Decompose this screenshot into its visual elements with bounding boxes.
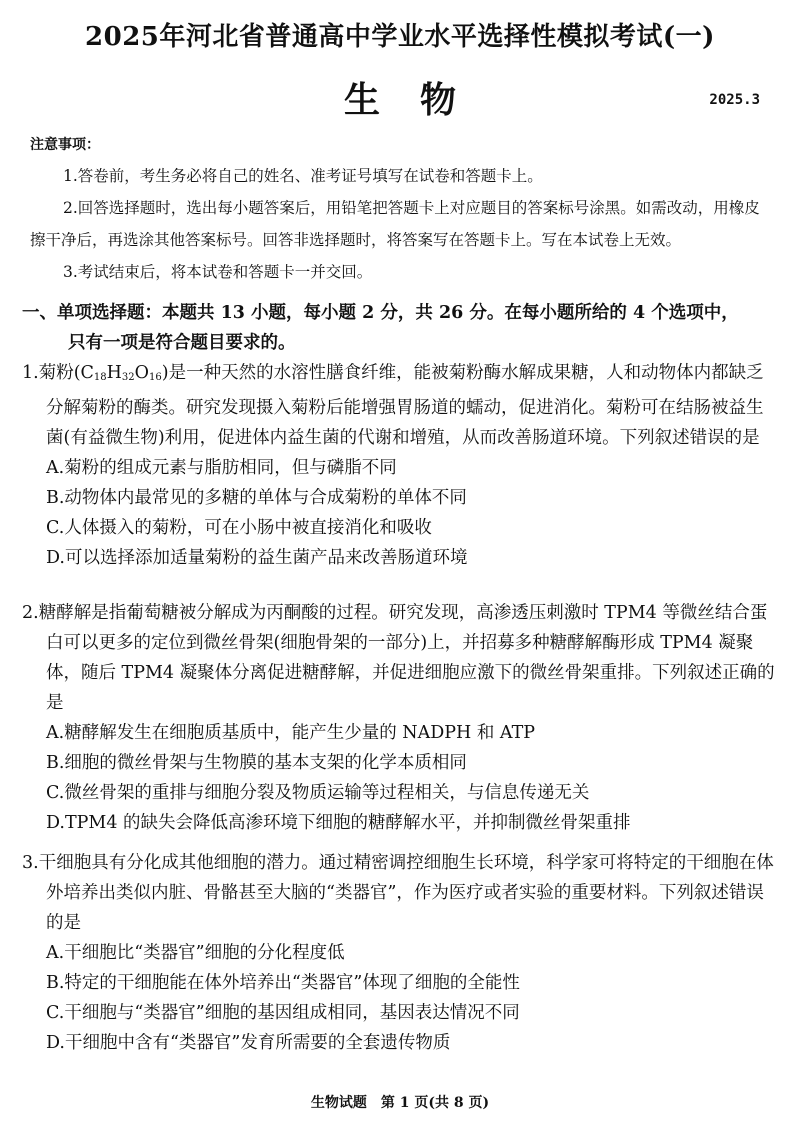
section-heading-line1: 一、单项选择题：本题共 13 小题，每小题 2 分，共 26 分。在每小题所给的 4 个选项中， — [22, 303, 739, 323]
subscript: 32 — [121, 372, 135, 383]
question-1-stem — [22, 358, 780, 453]
stem-part: O — [134, 363, 150, 383]
option-c: C.人体摄入的菊粉，可在小肠中被直接消化和吸收 — [46, 518, 432, 538]
option-a: A.糖酵解发生在细胞质基质中，能产生少量的 NADPH 和 ATP — [46, 723, 536, 743]
question-1 — [22, 358, 780, 573]
option-a: A.菊粉的组成元素与脂肪相同，但与磷脂不同 — [46, 458, 397, 478]
exam-date: 2025.3 — [709, 92, 760, 108]
option-c: C.微丝骨架的重排与细胞分裂及物质运输等过程相关，与信息传递无关 — [46, 783, 590, 803]
subscript: 16 — [149, 372, 162, 383]
question-2-stem: 2.糖酵解是指葡萄糖被分解成为丙酮酸的过程。研究发现，高渗透压刺激时 TPM4 等微丝结合蛋白可以更多的定位到微丝骨架(细胞骨架的一部分)上，并招募多种糖酵解酶形成 TPM4 凝聚体，随后 TPM4 凝聚体分离促进糖酵解，并促进细胞应激下的微丝骨架重排。下列叙述正确的是 — [22, 603, 775, 713]
question-3 — [22, 848, 780, 1058]
exam-title: 2025年河北省普通高中学业水平选择性模拟考试(一) — [85, 22, 715, 52]
page-footer: 生物试题 第 1 页(共 8 页) — [310, 1095, 490, 1111]
stem-part: 1.菊粉(C — [22, 363, 94, 383]
option-d: D.可以选择添加适量菊粉的益生菌产品来改善肠道环境 — [46, 548, 468, 568]
option-a: A.干细胞比“类器官”细胞的分化程度低 — [46, 943, 345, 963]
notice-item-3: 3.考试结束后，将本试卷和答题卡一并交回。 — [63, 263, 373, 281]
option-c: C.干细胞与“类器官”细胞的基因组成相同，基因表达情况不同 — [46, 1003, 520, 1023]
option-d: D.TPM4 的缺失会降低高渗环境下细胞的糖酵解水平，并抑制微丝骨架重排 — [46, 813, 631, 833]
option-d: D.干细胞中含有“类器官”发育所需要的全套遗传物质 — [46, 1033, 451, 1053]
subject-title: 生物 — [343, 79, 496, 121]
option-b: B.细胞的微丝骨架与生物膜的基本支架的化学本质相同 — [46, 753, 467, 773]
notice-item-1: 1.答卷前，考生务必将自己的姓名、准考证号填写在试卷和答题卡上。 — [63, 167, 543, 185]
notice-heading: 注意事项： — [30, 137, 100, 153]
stem-part: )是一种天然的水溶性膳食纤维，能被菊粉酶水解成果糖，人和动物体内都缺乏分解菊粉的酶类。研究发现摄入菊粉后能增强胃肠道的蠕动，促进消化。菊粉可在结肠被益生菌(有益微生物)利用，促进体内益生菌的代谢和增殖，从而改善肠道环境。下列叙述错误的是 — [46, 363, 764, 448]
question-2 — [22, 598, 780, 838]
section-heading-line2: 只有一项是符合题目要求的。 — [68, 333, 296, 353]
option-b: B.动物体内最常见的多糖的单体与合成菊粉的单体不同 — [46, 488, 467, 508]
section-heading — [22, 298, 780, 358]
notice-item-2: 2.回答选择题时，选出每小题答案后，用铅笔把答题卡上对应题目的答案标号涂黑。如需改动，用橡皮擦干净后，再选涂其他答案标号。回答非选择题时，将答案写在答题卡上。写在本试卷上无效。 — [30, 199, 760, 249]
subscript: 18 — [93, 372, 107, 383]
question-3-stem: 3.干细胞具有分化成其他细胞的潜力。通过精密调控细胞生长环境，科学家可将特定的干细胞在体外培养出类似内脏、骨骼甚至大脑的“类器官”，作为医疗或者实验的重要材料。下列叙述错误的是 — [22, 853, 774, 933]
option-b: B.特定的干细胞能在体外培养出“类器官”体现了细胞的全能性 — [46, 973, 520, 993]
stem-part: H — [106, 363, 122, 383]
